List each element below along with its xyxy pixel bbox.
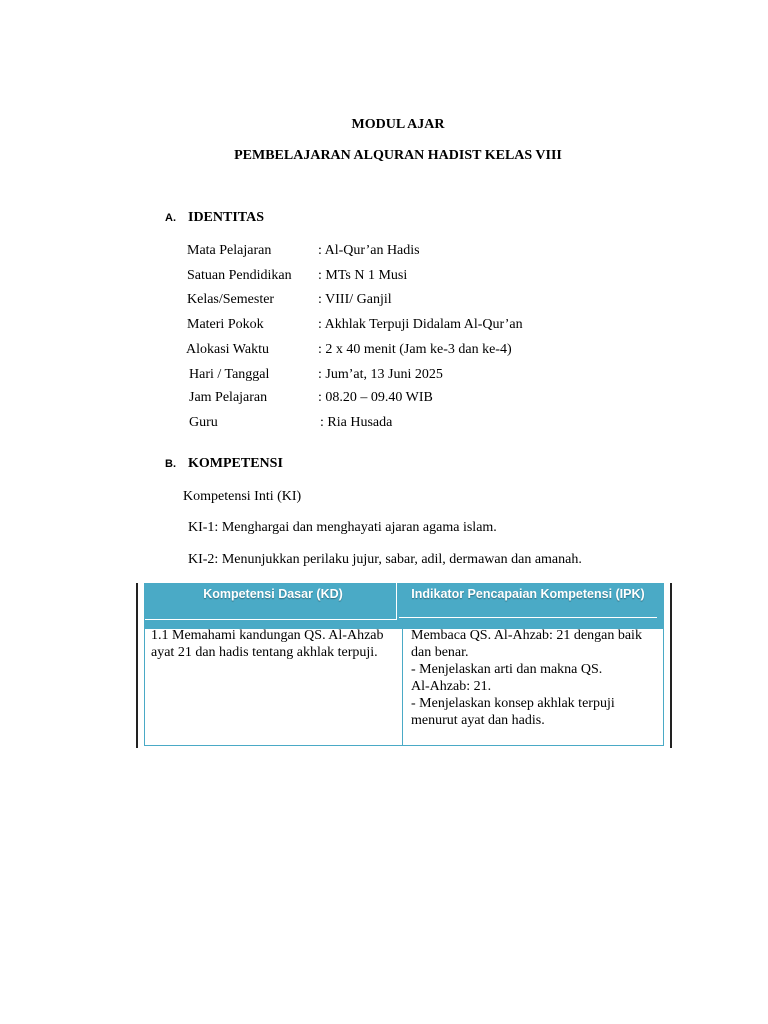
column-header-kd: Kompetensi Dasar (KD) [203,587,343,601]
identity-label: Kelas/Semester [187,292,275,307]
document-subtitle: PEMBELAJARAN ALQURAN HADIST KELAS VIII [234,148,562,163]
kd-line: ayat 21 dan hadis tentang akhlak terpuji. [151,645,378,660]
identity-value: : MTs N 1 Musi [318,268,408,283]
identity-value: : Jum’at, 13 Juni 2025 [318,367,443,382]
ki-1-text: KI-1: Menghargai dan menghayati ajaran agama islam. [188,520,497,535]
identity-label: Materi Pokok [187,317,264,332]
section-a-title: IDENTITAS [188,210,264,225]
ipk-line: - Menjelaskan arti dan makna QS. [411,662,603,677]
ipk-line: Al-Ahzab: 21. [411,679,492,694]
section-b-title: KOMPETENSI [188,456,283,471]
ipk-line: dan benar. [411,645,469,660]
identity-label: Guru [189,415,218,430]
identity-value: : Al-Qur’an Hadis [318,243,420,258]
kd-cell [151,627,396,661]
column-header-ipk: Indikator Pencapaian Kompetensi (IPK) [411,587,645,601]
identity-value: : 2 x 40 menit (Jam ke-3 dan ke-4) [318,342,512,357]
identity-label: Hari / Tanggal [189,367,270,382]
identity-label: Mata Pelajaran [187,243,272,258]
section-a-letter: A. [165,212,176,224]
ipk-line: Membaca QS. Al-Ahzab: 21 dengan baik [411,628,642,643]
kd-line: 1.1 Memahami kandungan QS. Al-Ahzab [151,628,384,643]
competency-table [136,583,672,748]
identity-value: : Akhlak Terpuji Didalam Al-Qur’an [318,317,523,332]
column-divider [402,629,403,745]
document-title: MODUL AJAR [351,117,445,132]
ipk-line: menurut ayat dan hadis. [411,713,545,728]
ki-heading: Kompetensi Inti (KI) [183,489,302,504]
table-header-row [145,583,663,629]
competency-table-body [144,583,664,746]
identity-label: Satuan Pendidikan [187,268,292,283]
identity-label: Jam Pelajaran [189,390,268,405]
section-b-letter: B. [165,458,176,470]
identity-value: : 08.20 – 09.40 WIB [318,390,433,405]
ipk-cell [411,627,659,729]
ki-2-text: KI-2: Menunjukkan perilaku jujur, sabar, adil, dermawan dan amanah. [188,552,582,567]
identity-value: : Ria Husada [320,415,393,430]
identity-value: : VIII/ Ganjil [318,292,392,307]
identity-label: Alokasi Waktu [186,342,269,357]
ipk-line: - Menjelaskan konsep akhlak terpuji [411,696,615,711]
